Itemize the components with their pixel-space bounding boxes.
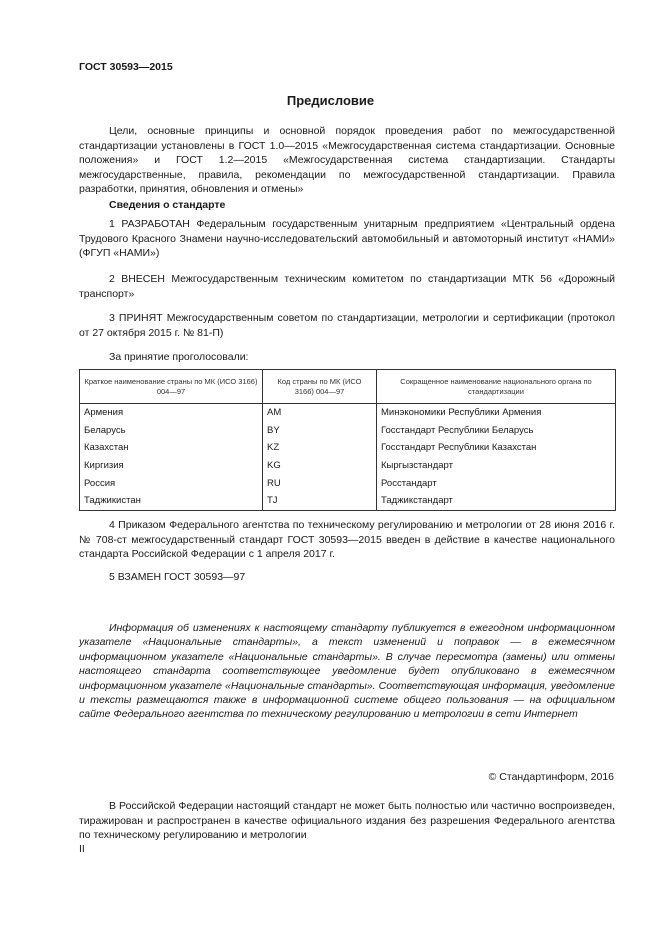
- code-cell: RU: [263, 474, 377, 492]
- section-heading: Сведения о стандарте: [109, 199, 226, 211]
- table-row: [80, 422, 616, 440]
- country-cell: Киргизия: [80, 457, 263, 475]
- column-header-authority: Сокращенное наименование национального органа по стандартизации: [377, 370, 616, 404]
- copyright-notice: © Стандартинформ, 2016: [488, 771, 614, 783]
- table-row: [80, 474, 616, 492]
- introduced-paragraph: 2 ВНЕСЕН Межгосударственным техническим комитетом по стандартизации МТК 56 «Дорожный транспорт»: [79, 273, 615, 300]
- developed-paragraph: 1 РАЗРАБОТАН Федеральным государственным унитарным предприятием «Центральный ордена Трудового Красного Знамени научно-исследовательский автомобильный и автомоторный институт «НАМИ» (ФГУП «НАМИ»): [79, 218, 615, 259]
- authority-cell: Минэкономики Республики Армения: [377, 404, 616, 422]
- table-header-row: [80, 370, 616, 404]
- table-row: [80, 457, 616, 475]
- page-number: II: [79, 843, 85, 855]
- country-cell: Казахстан: [80, 439, 263, 457]
- code-cell: TJ: [263, 492, 377, 510]
- voted-label: За принятие проголосовали:: [109, 351, 249, 363]
- country-cell: Беларусь: [80, 422, 263, 440]
- column-header-country: Краткое наименование страны по МК (ИСО 3166) 004—97: [80, 370, 263, 404]
- page-title: Предисловие: [286, 93, 375, 108]
- document-code-header: ГОСТ 30593—2015: [79, 61, 173, 73]
- authority-cell: Госстандарт Республики Казахстан: [377, 439, 616, 457]
- vote-table: [79, 369, 616, 511]
- authority-cell: Росстандарт: [377, 474, 616, 492]
- authority-cell: Кыргызстандарт: [377, 457, 616, 475]
- country-cell: Россия: [80, 474, 263, 492]
- code-cell: AM: [263, 404, 377, 422]
- code-cell: KZ: [263, 439, 377, 457]
- adopted-paragraph: 3 ПРИНЯТ Межгосударственным советом по стандартизации, метрологии и сертификации (протокол от 27 октября 2015 г. № 81-П): [79, 312, 615, 339]
- authority-cell: Госстандарт Республики Беларусь: [377, 422, 616, 440]
- authority-cell: Таджикстандарт: [377, 492, 616, 510]
- order-paragraph: 4 Приказом Федерального агентства по техническому регулированию и метрологии от 28 июня 2016 г. № 708-ст межгосударственный стандарт ГОСТ 30593—2015 введен в действие в качестве национального стандарта Российской Федерации с 1 апреля 2017 г.: [79, 519, 615, 560]
- intro-paragraph: Цели, основные принципы и основной порядок проведения работ по межгосударственной стандартизации установлены в ГОСТ 1.0—2015 «Межгосударственная система стандартизации. Основные положения» и ГОСТ 1.2—2015 «Межгосударственная система стандартизации. Стандарты межгосударственные, правила, рекомендации по межгосударственной стандартизации. Правила разработки, принятия, обновления и отмены»: [79, 125, 615, 195]
- replaced-paragraph: 5 ВЗАМЕН ГОСТ 30593—97: [109, 571, 246, 583]
- info-notice: Информация об изменениях к настоящему стандарту публикуется в ежегодном информационном указателе «Национальные стандарты», а текст изменений и поправок — в ежемесячном информационном указателе «Национальные стандарты». В случае пересмотра (замены) или отмены настоящего стандарта соответствующее уведомление будет опубликовано в ежемесячном информационном указателе «Национальные стандарты». Соответствующая информация, уведомление и тексты размещаются также в информационной системе общего пользования — на официальном сайте Федерального агентства по техническому регулированию и метрологии в сети Интернет: [79, 622, 615, 721]
- table-row: [80, 404, 616, 422]
- legal-notice: В Российской Федерации настоящий стандарт не может быть полностью или частично воспроизведен, тиражирован и распространен в качестве официального издания без разрешения Федерального агентства по техническому регулированию и метрологии: [79, 800, 615, 841]
- code-cell: BY: [263, 422, 377, 440]
- column-header-code: Код страны по МК (ИСО 3166) 004—97: [263, 370, 377, 404]
- table-row: [80, 439, 616, 457]
- country-cell: Армения: [80, 404, 263, 422]
- table-row: [80, 492, 616, 510]
- country-cell: Таджикистан: [80, 492, 263, 510]
- code-cell: KG: [263, 457, 377, 475]
